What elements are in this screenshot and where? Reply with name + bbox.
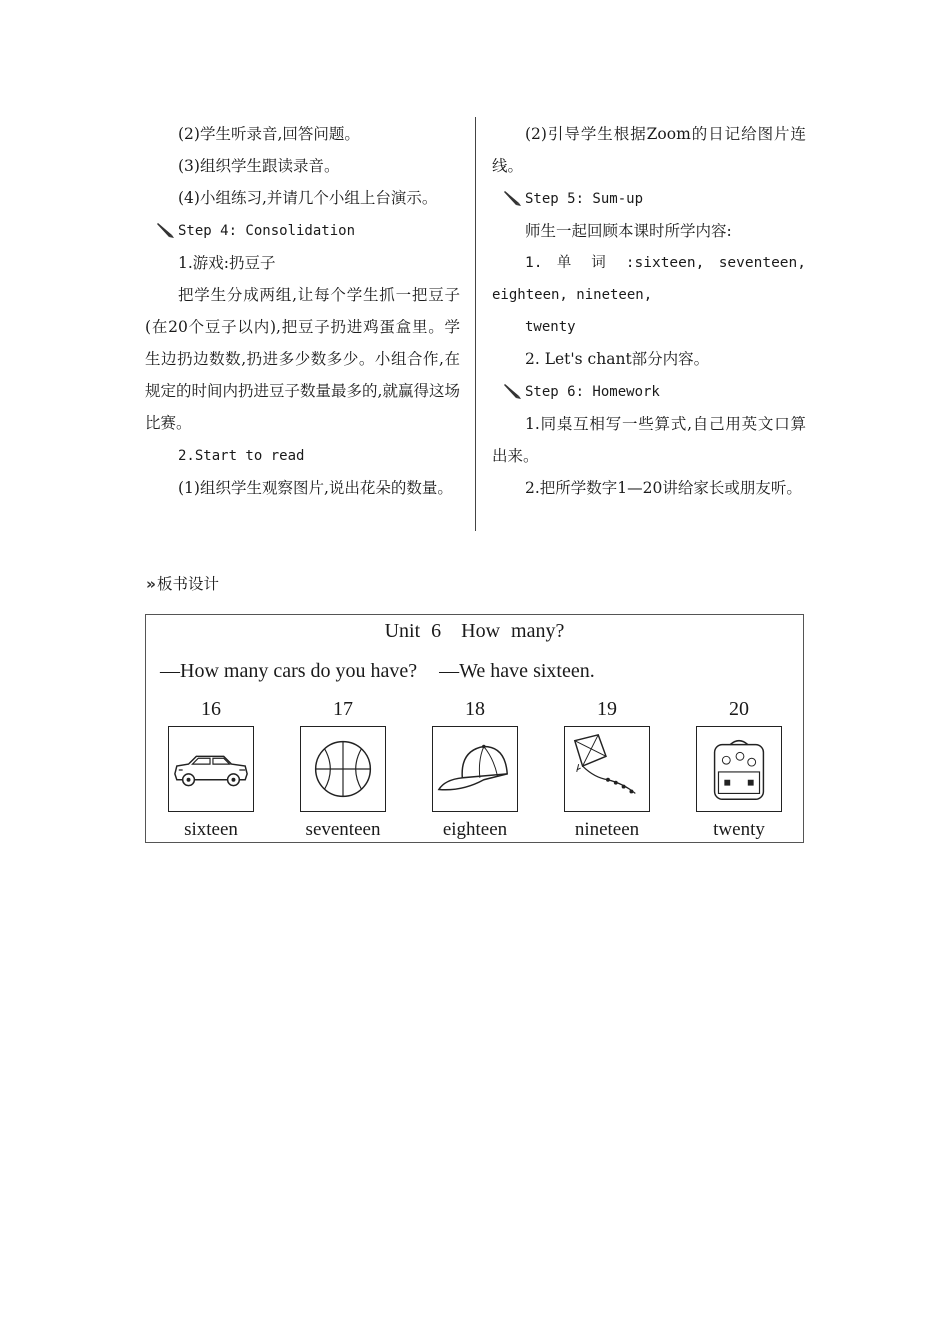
- card-number: 16: [201, 698, 221, 720]
- card-picture: [168, 726, 254, 812]
- schoolbag-icon: [697, 727, 781, 811]
- paragraph: 师生一起回顾本课时所学内容:: [525, 222, 732, 240]
- paragraph: 1. 单 词 :sixteen, seventeen,: [525, 255, 806, 271]
- board-question: —How many cars do you have?: [160, 660, 418, 682]
- card-number: 20: [729, 698, 749, 720]
- paragraph: 2.把所学数字1—20讲给家长或朋友听。: [525, 479, 802, 497]
- paragraph: [145, 439, 460, 472]
- card-picture: [300, 726, 386, 812]
- paragraph: eighteen, nineteen,: [492, 287, 653, 303]
- card-word: nineteen: [574, 819, 640, 840]
- column-divider: [475, 117, 476, 531]
- right-column: [492, 118, 806, 504]
- number-card: [557, 695, 657, 843]
- card-word: twenty: [713, 819, 765, 840]
- basketball-icon: [301, 727, 385, 811]
- left-column: [145, 118, 460, 504]
- card-number: 19: [597, 698, 617, 720]
- paragraph: twenty: [525, 319, 576, 335]
- start-to-read-label: 2.Start to read: [178, 448, 305, 464]
- car-icon: [169, 727, 253, 811]
- pen-icon: [503, 189, 523, 207]
- paragraph: 1.同桌互相写一些算式,自己用英文口算出来。: [492, 415, 806, 465]
- pen-icon: [503, 382, 523, 400]
- step-4-label: Step 4: Consolidation: [178, 223, 356, 239]
- card-word: eighteen: [442, 819, 508, 840]
- card-number: 17: [333, 698, 353, 720]
- number-card: [293, 695, 393, 843]
- cap-icon: [433, 727, 517, 811]
- blackboard-design: [145, 614, 804, 843]
- step-4-heading: [145, 214, 460, 247]
- section-heading: [146, 572, 219, 596]
- paragraph: (1)组织学生观察图片,说出花朵的数量。: [178, 479, 453, 497]
- double-chevron-icon: »: [146, 575, 154, 593]
- number-card: [161, 695, 261, 843]
- step-6-label: Step 6: Homework: [525, 384, 660, 400]
- card-picture: [696, 726, 782, 812]
- card-number: 18: [465, 698, 485, 720]
- step-6-heading: [492, 375, 806, 408]
- paragraph: 2. Let's chant部分内容。: [525, 350, 710, 368]
- number-card: [689, 695, 789, 843]
- step-5-label: Step 5: Sum-up: [525, 191, 644, 207]
- section-title: 板书设计: [157, 575, 220, 593]
- card-word: sixteen: [184, 819, 238, 840]
- board-dialog: [160, 657, 595, 685]
- paragraph: (3)组织学生跟读录音。: [178, 157, 340, 175]
- number-card: [425, 695, 525, 843]
- board-answer: —We have sixteen.: [439, 660, 595, 682]
- card-picture: [564, 726, 650, 812]
- step-5-heading: [492, 182, 806, 215]
- paragraph: 1.游戏:扔豆子: [178, 254, 276, 272]
- paragraph: 把学生分成两组,让每个学生抓一把豆子(在20个豆子以内),把豆子扔进鸡蛋盒里。学生边扔边数数,扔进多少数多少。小组合作,在规定的时间内扔进豆子数量最多的,就赢得这场比赛。: [145, 286, 460, 432]
- paragraph: (2)学生听录音,回答问题。: [178, 125, 360, 143]
- kite-icon: [565, 727, 649, 811]
- card-word: seventeen: [305, 819, 381, 840]
- paragraph: (2)引导学生根据Zoom的日记给图片连线。: [492, 125, 806, 175]
- board-title: Unit 6 How many?: [384, 620, 565, 642]
- pen-icon: [156, 221, 176, 239]
- paragraph: (4)小组练习,并请几个小组上台演示。: [178, 189, 438, 207]
- card-picture: [432, 726, 518, 812]
